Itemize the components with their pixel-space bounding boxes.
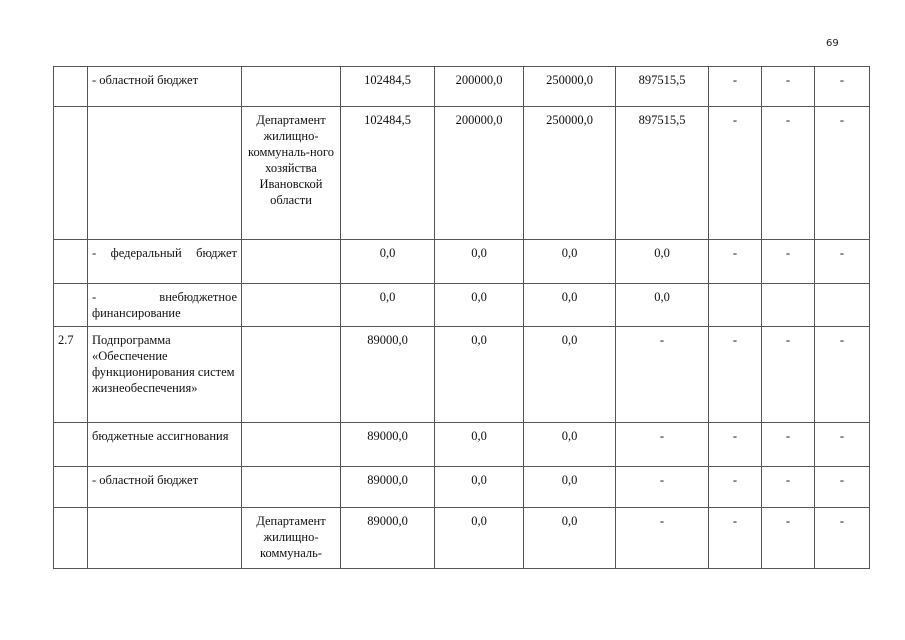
row-number-cell: 2.7 [54,327,88,423]
value-cell: - [762,423,815,467]
row-executor-cell: Департамент жилищно-коммуналь-ного хозяйства Ивановской области [242,107,341,240]
value-cell: - [709,508,762,569]
value-cell: 0,0 [435,423,524,467]
value-cell: - [616,423,709,467]
page-number: 69 [826,38,839,49]
row-number-cell [54,423,88,467]
value-cell: - [709,107,762,240]
value-cell: 200000,0 [435,107,524,240]
value-cell: - [762,107,815,240]
value-cell: - [762,240,815,284]
value-cell: 89000,0 [341,327,435,423]
budget-table [53,66,870,569]
row-executor-cell [242,67,341,107]
table-row [54,240,870,284]
row-number-cell [54,467,88,508]
value-cell: 0,0 [435,284,524,327]
value-cell: 0,0 [524,467,616,508]
value-cell: 0,0 [341,240,435,284]
value-cell: 250000,0 [524,67,616,107]
value-cell: 0,0 [524,284,616,327]
value-cell: 0,0 [524,327,616,423]
row-executor-cell [242,284,341,327]
table-row [54,67,870,107]
row-number-cell [54,67,88,107]
row-executor-cell [242,467,341,508]
value-cell: - [762,67,815,107]
table-row [54,423,870,467]
value-cell: - [762,467,815,508]
value-cell: 0,0 [616,284,709,327]
value-cell [762,284,815,327]
value-cell: 897515,5 [616,67,709,107]
value-cell: 0,0 [524,508,616,569]
value-cell: - [815,107,870,240]
value-cell: - [815,423,870,467]
value-cell: 102484,5 [341,67,435,107]
value-cell: - [709,67,762,107]
value-cell: 200000,0 [435,67,524,107]
row-name-cell: - областной бюджет [88,467,242,508]
value-cell: 250000,0 [524,107,616,240]
value-cell: - [762,327,815,423]
row-name-cell [88,107,242,240]
value-cell: - [815,508,870,569]
row-name-cell: Подпрограмма «Обеспечение функционирования систем жизнеобеспечения» [88,327,242,423]
row-number-cell [54,240,88,284]
value-cell [815,284,870,327]
table-row [54,107,870,240]
value-cell: 0,0 [435,327,524,423]
value-cell: - [709,240,762,284]
row-executor-cell [242,423,341,467]
table-row [54,284,870,327]
row-executor-cell [242,240,341,284]
value-cell: - [762,508,815,569]
row-name-cell: - областной бюджет [88,67,242,107]
value-cell: - [709,327,762,423]
value-cell: - [709,423,762,467]
row-name-cell: бюджетные ассигнования [88,423,242,467]
value-cell: - [616,508,709,569]
row-number-cell [54,107,88,240]
value-cell: 0,0 [435,467,524,508]
row-number-cell [54,508,88,569]
value-cell: 0,0 [435,508,524,569]
value-cell: - [815,240,870,284]
value-cell: - [815,327,870,423]
value-cell: - [815,67,870,107]
value-cell [709,284,762,327]
row-number-cell [54,284,88,327]
table-row [54,467,870,508]
value-cell: 0,0 [524,423,616,467]
value-cell: 89000,0 [341,423,435,467]
value-cell: 897515,5 [616,107,709,240]
value-cell: 0,0 [524,240,616,284]
table-row [54,327,870,423]
value-cell: - [709,467,762,508]
value-cell: 0,0 [616,240,709,284]
row-executor-cell: Департамент жилищно-коммуналь- [242,508,341,569]
value-cell: 0,0 [435,240,524,284]
value-cell: - [815,467,870,508]
row-name-cell: - внебюджетное финансирование [88,284,242,327]
value-cell: - [616,467,709,508]
row-executor-cell [242,327,341,423]
table-row [54,508,870,569]
value-cell: 102484,5 [341,107,435,240]
value-cell: 0,0 [341,284,435,327]
row-name-cell [88,508,242,569]
row-name-cell: - федеральный бюджет [88,240,242,284]
value-cell: 89000,0 [341,467,435,508]
value-cell: 89000,0 [341,508,435,569]
value-cell: - [616,327,709,423]
